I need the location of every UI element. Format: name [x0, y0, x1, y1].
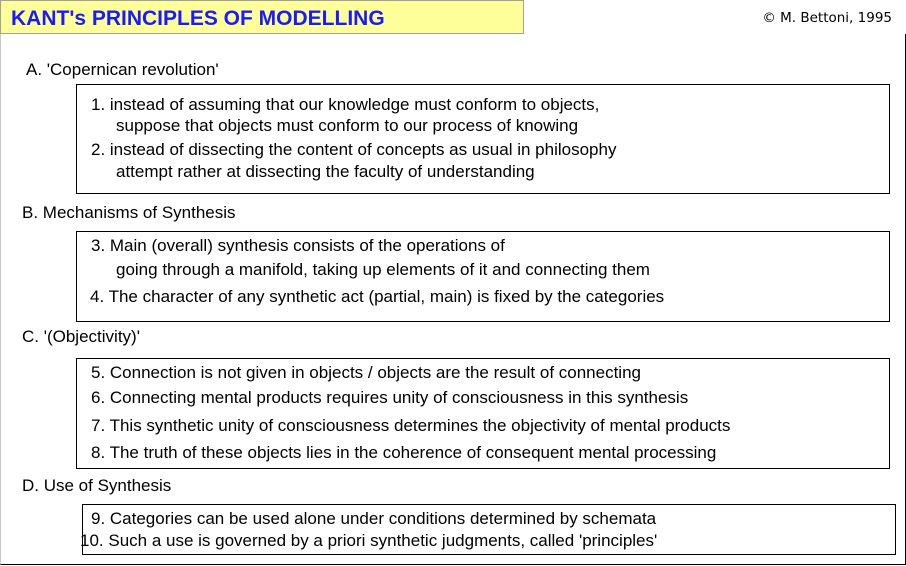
principle-2-line-2: attempt rather at dissecting the faculty of understanding [116, 162, 535, 181]
principle-7-line: 7. This synthetic unity of consciousness determines the objectivity of mental products [91, 416, 731, 435]
principle-10-line: 10. Such a use is governed by a priori synthetic judgments, called 'principles' [80, 531, 658, 550]
principle-4-line: 4. The character of any synthetic act (partial, main) is fixed by the categories [90, 287, 665, 306]
section-heading-c: C. '(Objectivity)' [22, 327, 140, 346]
copyright-notice: © M. Bettoni, 1995 [762, 10, 892, 26]
principle-3-line-1: 3. Main (overall) synthesis consists of the operations of [91, 236, 505, 255]
title-banner [0, 0, 524, 34]
principle-6-line: 6. Connecting mental products requires unity of consciousness in this synthesis [91, 388, 689, 407]
principle-1-line-2: suppose that objects must conform to our process of knowing [116, 116, 579, 135]
principle-8-line: 8. The truth of these objects lies in the coherence of consequent mental processing [91, 443, 717, 462]
principle-3-line-2: going through a manifold, taking up elements of it and connecting them [116, 260, 650, 279]
principle-5-line: 5. Connection is not given in objects / objects are the result of connecting [91, 363, 641, 382]
page-title: KANT's PRINCIPLES OF MODELLING [11, 7, 385, 30]
principle-9-line: 9. Categories can be used alone under conditions determined by schemata [91, 509, 657, 528]
principle-2-line-1: 2. instead of dissecting the content of concepts as usual in philosophy [91, 140, 617, 159]
principle-1-line-1: 1. instead of assuming that our knowledge must conform to objects, [91, 95, 600, 114]
section-heading-d: D. Use of Synthesis [22, 476, 172, 495]
section-heading-a: A. 'Copernican revolution' [26, 60, 219, 79]
section-heading-b: B. Mechanisms of Synthesis [22, 203, 236, 222]
